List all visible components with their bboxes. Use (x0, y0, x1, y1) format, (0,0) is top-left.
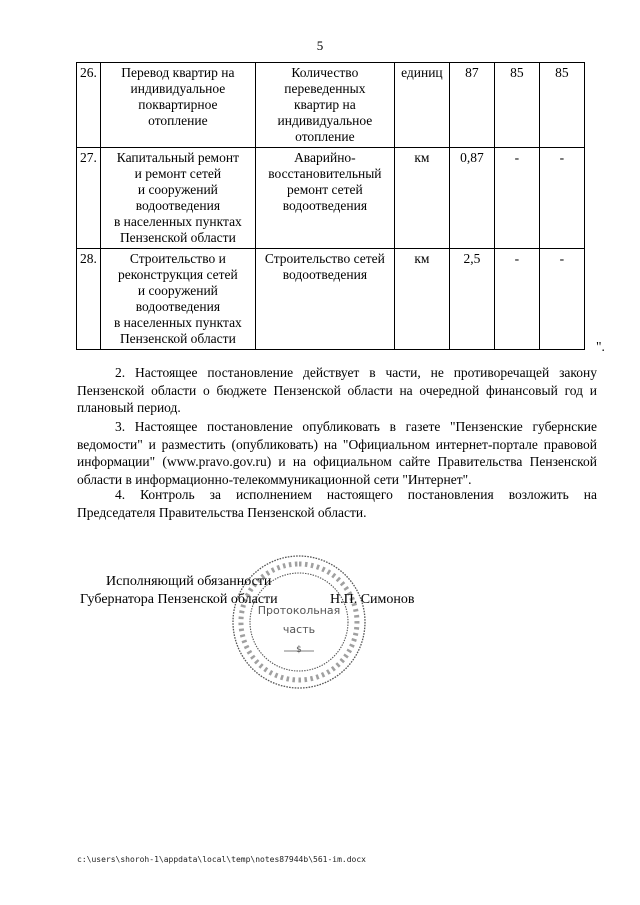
signatory-title-line1: Исполняющий обязанности (106, 574, 272, 589)
page-number: 5 (316, 38, 324, 53)
measure-name (100, 249, 255, 350)
text-line: Капитальный ремонт (116, 150, 239, 165)
seal-center-line2: часть (282, 623, 316, 636)
row-number: 27. (77, 148, 101, 249)
closing-quote: ". (596, 339, 605, 354)
text-line: и сооружений (137, 182, 218, 197)
text-line: Пензенской области (119, 230, 236, 245)
value-cell: 85 (539, 63, 584, 148)
text-line: Пензенской области (119, 331, 236, 346)
text-line: водоотведения (135, 198, 221, 213)
unit-cell: км (394, 148, 449, 249)
seal-center-mark: $ (296, 645, 302, 655)
table-row (77, 249, 585, 350)
signatory-name: Н.П. Симонов (330, 592, 415, 607)
measure-name (100, 63, 255, 148)
text-line: водоотведения (135, 299, 221, 314)
row-number: 26. (77, 63, 101, 148)
paragraph-2: 2. Настоящее постановление действует в части, не противоречащей закону Пензенской области о бюджете Пензенской области на очередной финансовый год и плановый период. (77, 365, 597, 415)
value-cell: 85 (494, 63, 539, 148)
text-line: Количество (291, 65, 359, 80)
text-line: и сооружений (137, 283, 218, 298)
text-line: и ремонт сетей (134, 166, 222, 181)
value-cell: 0,87 (449, 148, 494, 249)
value-cell: - (494, 148, 539, 249)
text-line: водоотведения (282, 198, 368, 213)
table-row (77, 148, 585, 249)
text-line: в населенных пунктах (113, 315, 242, 330)
indicator-name (255, 63, 394, 148)
value-cell: - (539, 249, 584, 350)
seal-center-line1: Протокольная (257, 604, 341, 617)
row-number: 28. (77, 249, 101, 350)
text-line: отопление (148, 113, 208, 128)
paragraph-3: 3. Настоящее постановление опубликовать в газете "Пензенские губернские ведомости" и разместить (опубликовать) на "Официальном интернет-портале правовой информации" (www.pravo.gov.ru) и на официальном сайте Правительства Пензенской области в информационно-телекоммуникационной сети "Интернет". (77, 419, 597, 487)
value-cell: - (494, 249, 539, 350)
text-line: Строительство сетей (264, 251, 385, 266)
text-line: Аварийно- (294, 150, 356, 165)
footer-file-path: c:\users\shoroh-1\appdata\local\temp\notes87944b\561-im.docx (77, 855, 366, 864)
text-line: ремонт сетей (286, 182, 363, 197)
signatory-title-line2: Губернатора Пензенской области (80, 592, 278, 607)
value-cell: 2,5 (449, 249, 494, 350)
table-row (77, 63, 585, 148)
text-line: реконструкция сетей (117, 267, 238, 282)
value-cell: 87 (449, 63, 494, 148)
text-line: переведенных (284, 81, 366, 96)
measure-name (100, 148, 255, 249)
unit-cell: единиц (394, 63, 449, 148)
text-line: Строительство и (129, 251, 226, 266)
unit-cell: км (394, 249, 449, 350)
text-line: поквартирное (138, 97, 218, 112)
text-line: индивидуальное (277, 113, 373, 128)
text-line: Перевод квартир на (121, 65, 235, 80)
value-cell: - (539, 148, 584, 249)
text-line: восстановительный (268, 166, 382, 181)
text-line: водоотведения (282, 267, 368, 282)
text-line: в населенных пунктах (113, 214, 242, 229)
text-line: индивидуальное (130, 81, 226, 96)
indicator-name (255, 148, 394, 249)
paragraph-4: 4. Контроль за исполнением настоящего постановления возложить на Председателя Правительства Пензенской области. (77, 487, 597, 520)
text-line: отопление (295, 129, 355, 144)
indicator-name (255, 249, 394, 350)
measures-table (76, 62, 585, 350)
text-line: квартир на (293, 97, 356, 112)
